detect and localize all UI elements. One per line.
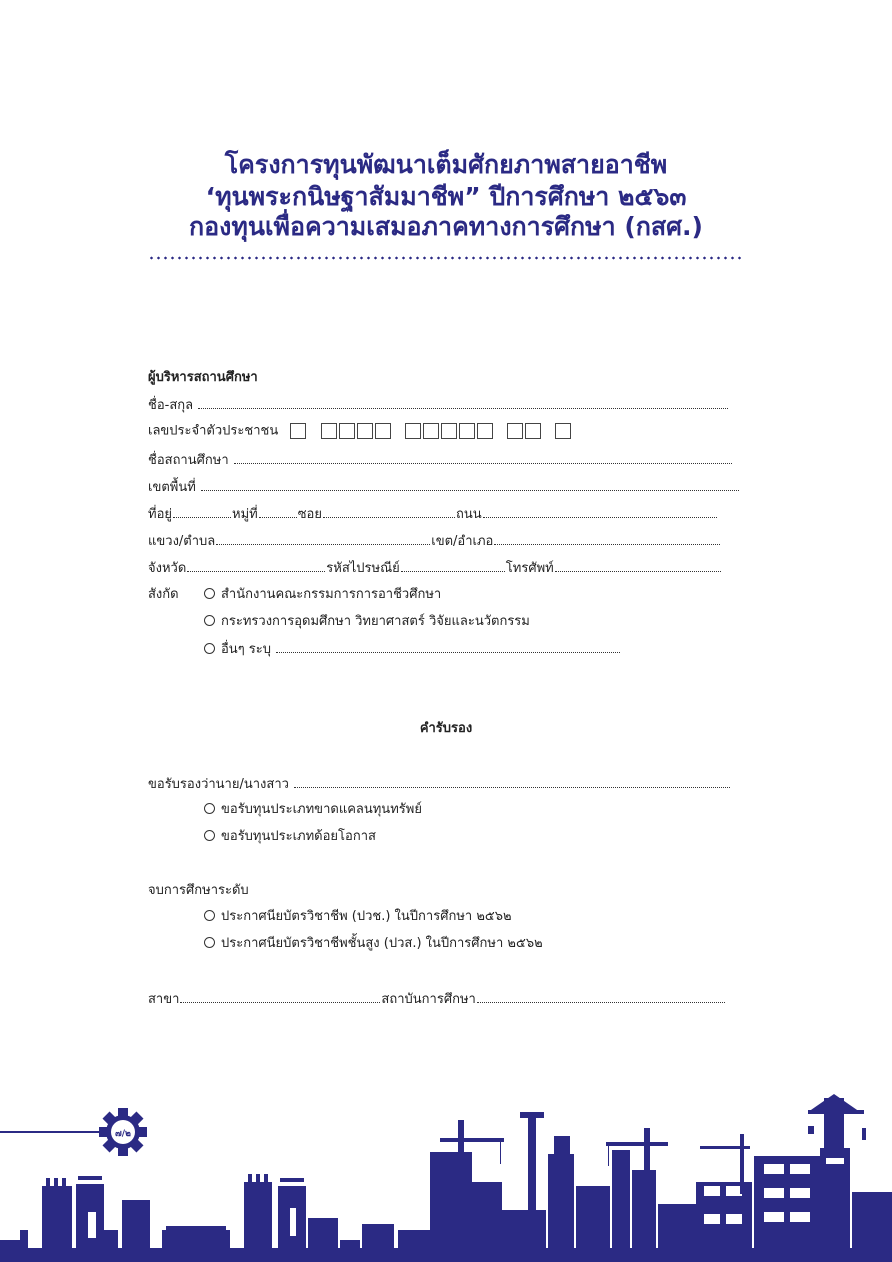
address-label: ที่อยู่ — [148, 507, 172, 522]
id-digit-box[interactable] — [555, 423, 571, 439]
address-field[interactable] — [173, 505, 231, 518]
id-digit-box[interactable] — [357, 423, 373, 439]
moo-field[interactable] — [259, 505, 297, 518]
major-label: สาขา — [148, 992, 180, 1007]
id-digit-box[interactable] — [441, 423, 457, 439]
radio-icon[interactable] — [204, 910, 215, 921]
road-label: ถนน — [455, 507, 482, 522]
id-digit-box[interactable] — [321, 423, 337, 439]
id-digit-box[interactable] — [339, 423, 355, 439]
name-field[interactable] — [198, 396, 728, 409]
title-line-2: ‘ทุนพระกนิษฐาสัมมาชีพ” ปีการศึกษา ๒๕๖๓ — [205, 182, 687, 211]
radio-icon[interactable] — [204, 615, 215, 626]
area-row — [148, 478, 740, 497]
area-label: เขตพื้นที่ — [148, 480, 196, 495]
id-digit-box[interactable] — [290, 423, 306, 439]
education-level-option-pvs[interactable] — [204, 935, 543, 953]
radio-icon[interactable] — [204, 643, 215, 654]
name-row — [148, 396, 729, 415]
radio-icon[interactable] — [204, 588, 215, 599]
certification-heading: คำรับรอง — [419, 721, 473, 736]
id-digit-box[interactable] — [525, 423, 541, 439]
id-digit-box[interactable] — [405, 423, 421, 439]
page-number: ๗/๒ — [115, 1129, 131, 1139]
education-level-option-label: ประกาศนียบัตรวิชาชีพ (ปวช.) ในปีการศึกษา ๒๕๖๒ — [221, 909, 512, 924]
id-digit-box[interactable] — [477, 423, 493, 439]
institution-field[interactable] — [477, 990, 725, 1003]
dotted-divider — [148, 256, 744, 260]
province-field[interactable] — [187, 559, 325, 572]
subdistrict-label: แขวง/ตำบล — [148, 534, 216, 549]
postcode-field[interactable] — [401, 559, 505, 572]
affiliation-label: สังกัด — [148, 587, 179, 602]
address-row — [148, 505, 718, 524]
phone-field[interactable] — [555, 559, 721, 572]
education-level-option-pvc[interactable] — [204, 908, 512, 926]
id-number-boxes[interactable] — [290, 422, 573, 440]
radio-icon[interactable] — [204, 803, 215, 814]
id-digit-box[interactable] — [375, 423, 391, 439]
section-heading-administrator: ผู้บริหารสถานศึกษา — [148, 370, 258, 385]
id-digit-box[interactable] — [459, 423, 475, 439]
area-field[interactable] — [201, 478, 739, 491]
certify-label: ขอรับรองว่านาย/นางสาว — [148, 777, 289, 792]
province-row — [148, 559, 722, 578]
subdistrict-row — [148, 532, 721, 551]
title-line-1: โครงการทุนพัฒนาเต็มศักยภาพสายอาชีพ — [224, 150, 668, 179]
city-skyline-illustration — [0, 1090, 892, 1262]
soi-field[interactable] — [323, 505, 455, 518]
affiliation-option-label: อื่นๆ ระบุ — [221, 642, 272, 657]
subdistrict-field[interactable] — [216, 532, 430, 545]
major-row — [148, 990, 726, 1009]
scholarship-type-label: ขอรับทุนประเภทด้อยโอกาส — [221, 829, 376, 844]
postcode-label: รหัสไปรษณีย์ — [326, 561, 400, 576]
major-field[interactable] — [180, 990, 380, 1003]
moo-label: หมู่ที่ — [232, 507, 258, 522]
soi-label: ซอย — [297, 507, 322, 522]
footer-rule — [0, 1131, 104, 1133]
affiliation-option-label: กระทรวงการอุดมศึกษา วิทยาศาสตร์ วิจัยและนวัตกรรม — [221, 614, 530, 629]
radio-icon[interactable] — [204, 937, 215, 948]
scholarship-type-label: ขอรับทุนประเภทขาดแคลนทุนทรัพย์ — [221, 802, 422, 817]
certify-row — [148, 775, 731, 794]
affiliation-option-vocational[interactable] — [204, 586, 441, 604]
id-label: เลขประจำตัวประชาชน — [148, 423, 279, 439]
affiliation-option-ministry[interactable] — [204, 613, 530, 631]
id-digit-box[interactable] — [423, 423, 439, 439]
education-level-label: จบการศึกษาระดับ — [148, 883, 249, 898]
district-field[interactable] — [494, 532, 720, 545]
school-field[interactable] — [234, 451, 732, 464]
student-name-field[interactable] — [294, 775, 730, 788]
scholarship-type-option-disadvantaged[interactable] — [204, 828, 376, 846]
affiliation-option-label: สำนักงานคณะกรรมการการอาชีวศึกษา — [221, 587, 442, 602]
affiliation-other-field[interactable] — [276, 640, 620, 653]
education-level-option-label: ประกาศนียบัตรวิชาชีพชั้นสูง (ปวส.) ในปีการศึกษา ๒๕๖๒ — [221, 936, 543, 951]
name-label: ชื่อ-สกุล — [148, 398, 194, 413]
phone-label: โทรศัพท์ — [505, 561, 554, 576]
title-line-3: กองทุนเพื่อความเสมอภาคทางการศึกษา (กสศ.) — [189, 212, 703, 241]
school-label: ชื่อสถานศึกษา — [148, 453, 229, 468]
school-row — [148, 451, 733, 470]
road-field[interactable] — [483, 505, 717, 518]
radio-icon[interactable] — [204, 830, 215, 841]
affiliation-option-other[interactable] — [204, 640, 621, 659]
id-row — [148, 422, 573, 441]
id-digit-box[interactable] — [507, 423, 523, 439]
district-label: เขต/อำเภอ — [431, 534, 494, 549]
institution-label: สถาบันการศึกษา — [381, 992, 476, 1007]
scholarship-type-option-financial[interactable] — [204, 801, 422, 819]
province-label: จังหวัด — [148, 561, 187, 576]
